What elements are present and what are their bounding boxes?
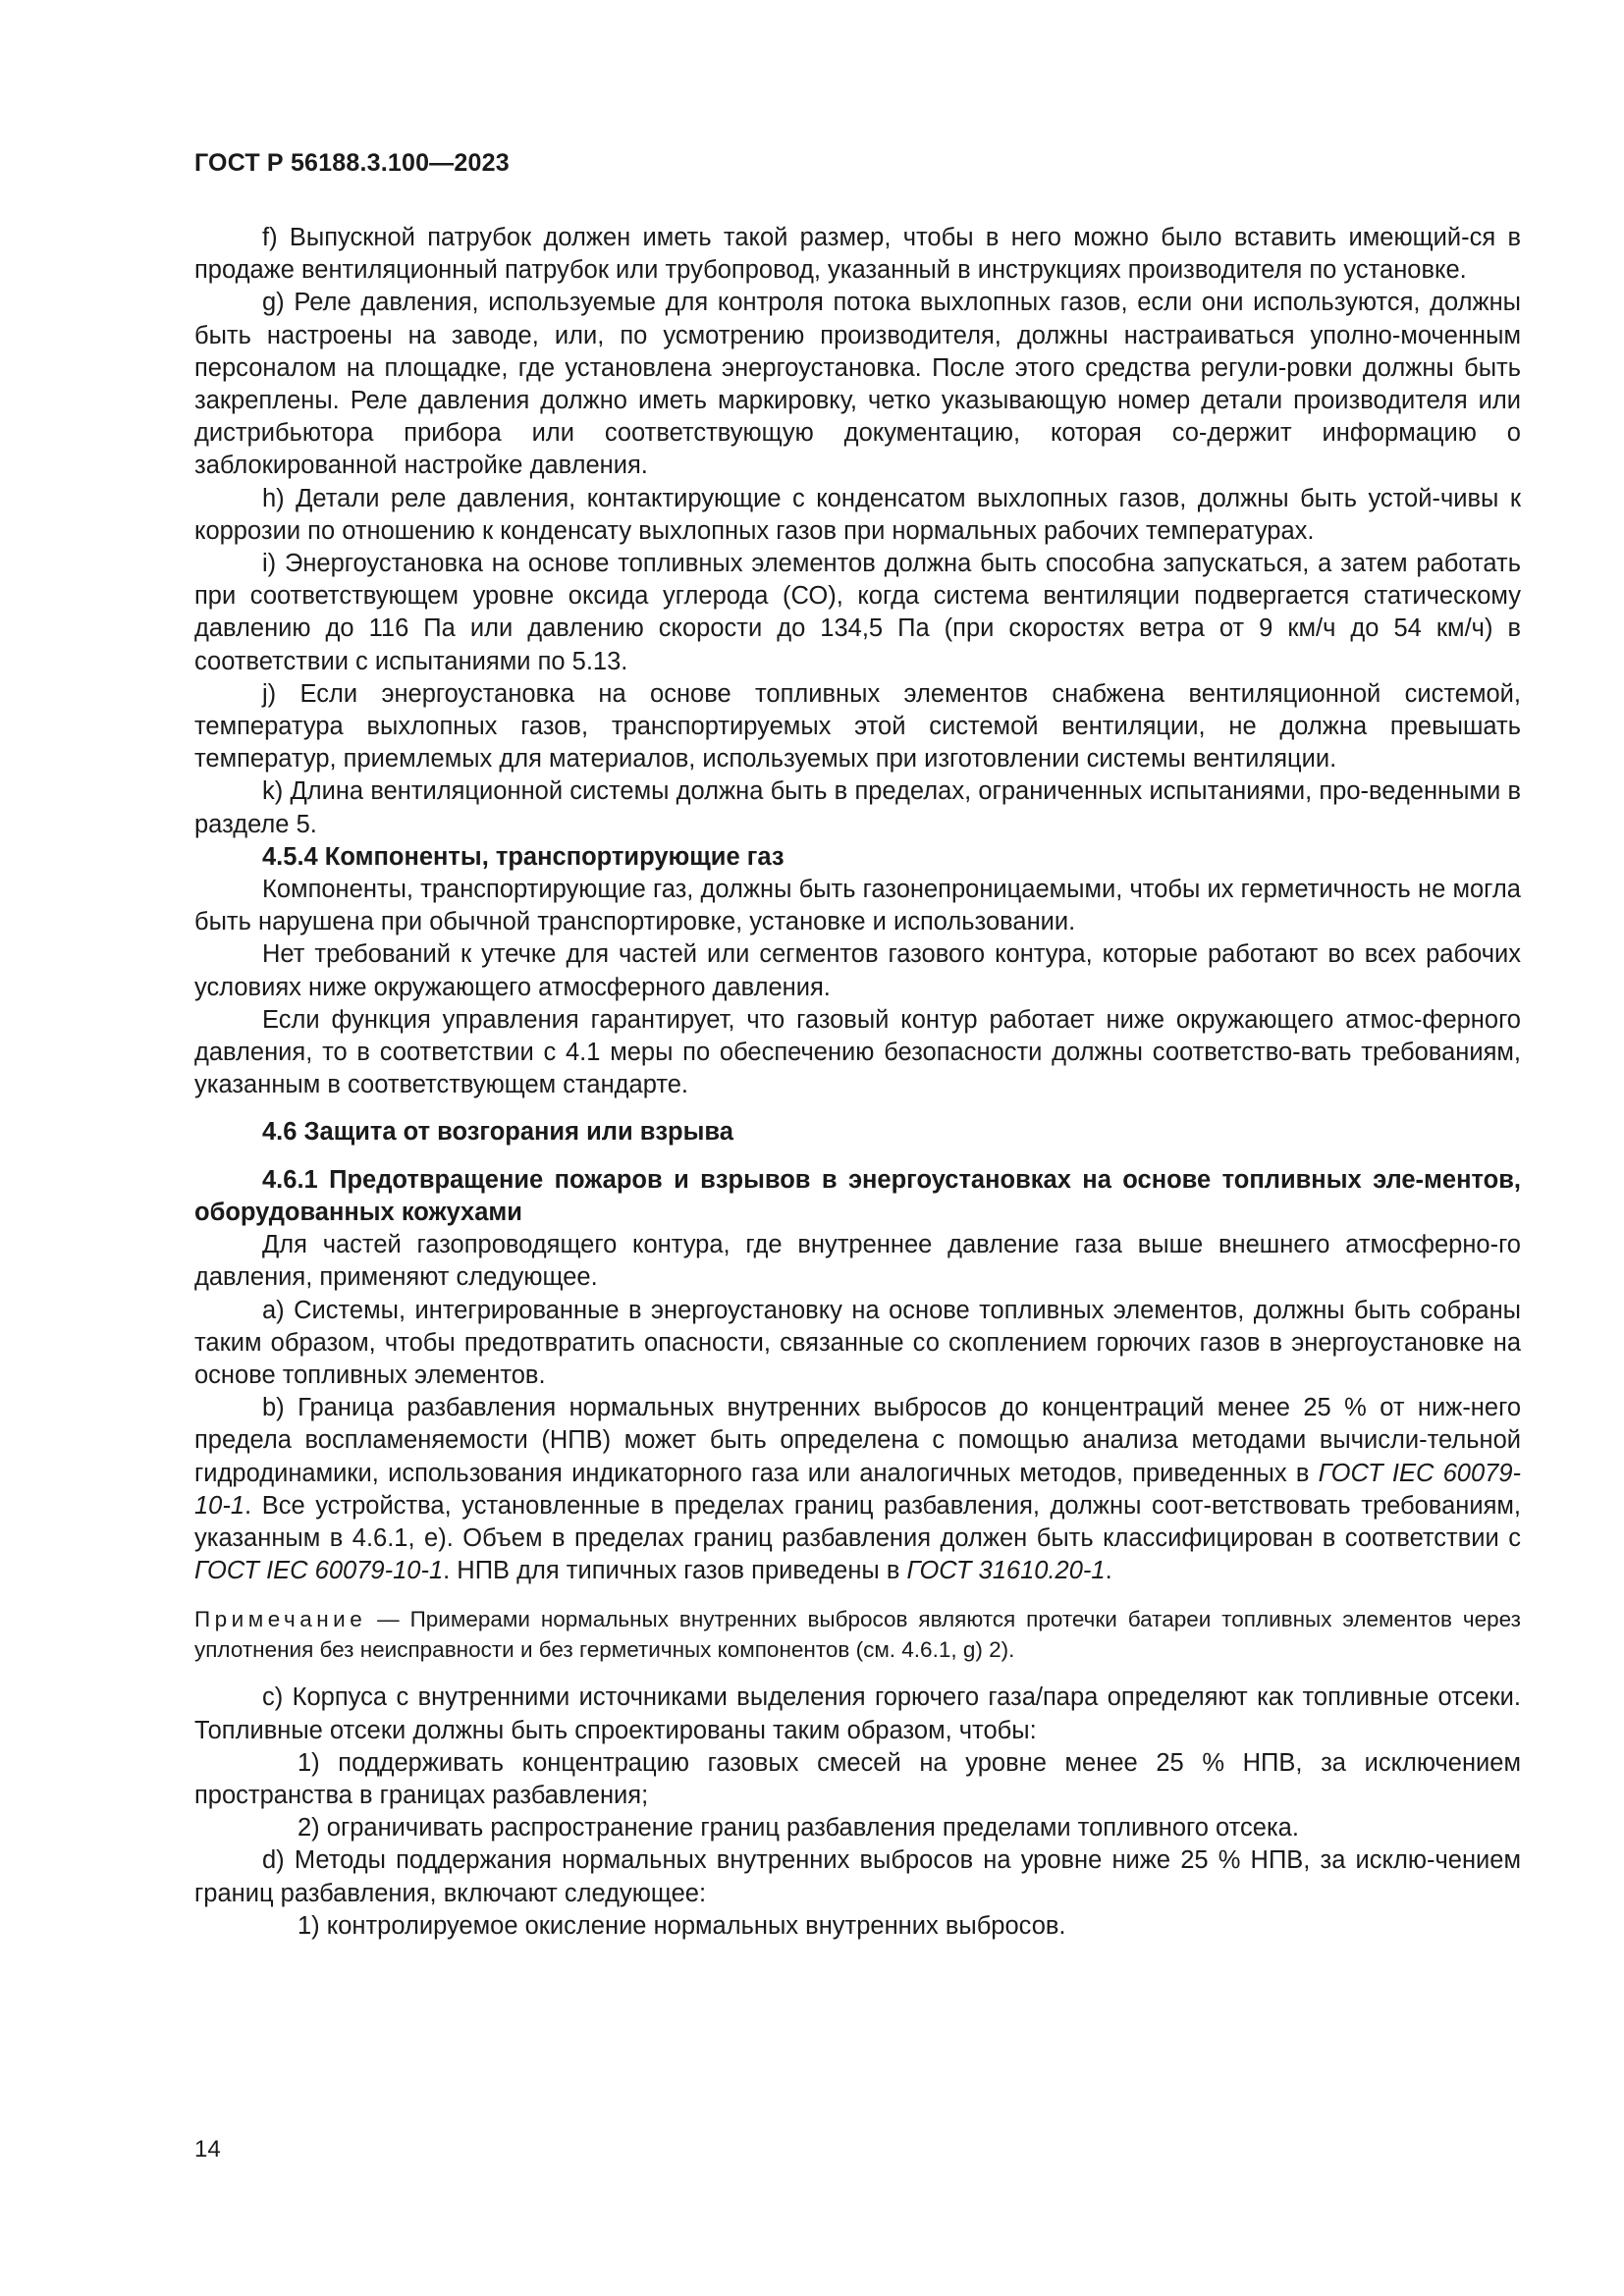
document-body <box>194 222 1521 1943</box>
list-item-d-1: 1) контролируемое окисление нормальных внутренних выбросов. <box>298 1911 1066 1940</box>
list-item-c-2: 2) ограничивать распространение границ разбавления пределами топливного отсека. <box>298 1814 1299 1842</box>
standard-reference: ГОСТ 31610.20-1 <box>906 1557 1106 1585</box>
paragraph-b <box>194 1392 1521 1587</box>
paragraph-b-text-2: . Все устройства, установленные в пределах границ разбавления, должны соот-ветствовать требованиям, указанным в 4.6.1, е). Объем в пределах границ разбавления должен быть классифицирован в соответствии с <box>194 1491 1521 1552</box>
paragraph-h: h) Детали реле давления, контактирующие с конденсатом выхлопных газов, должны быть устой-чивы к коррозии по отношению к конденсату выхлопных газов при нормальных рабочих температурах. <box>194 484 1521 545</box>
paragraph-i: i) Энергоустановка на основе топливных элементов должна быть способна запускаться, а затем работать при соответствующем уровне оксида углерода (СО), когда система вентиляции подвергается статическому давлению до 116 Па или давлению скорости до 134,5 Па (при скоростях ветра от 9 км/ч до 54 км/ч) в соответствии с испытаниями по 5.13. <box>194 550 1521 675</box>
paragraph-j: j) Если энергоустановка на основе топливных элементов снабжена вентиляционной системой, температура выхлопных газов, транспортируемых этой системой вентиляции, не должна превышать температур, приемлемых для материалов, используемых при изготовлении системы вентиляции. <box>194 679 1521 774</box>
list-item-c-1: 1) поддерживать концентрацию газовых смесей на уровне менее 25 % НПВ, за исключением пространства в границах разбавления; <box>194 1748 1521 1809</box>
paragraph-gas-circuit: Для частей газопроводящего контура, где внутреннее давление газа выше внешнего атмосферно-го давления, применяют следующее. <box>194 1231 1521 1292</box>
paragraph-b-text-4: . <box>1105 1557 1112 1585</box>
note <box>194 1604 1521 1665</box>
heading-4-5-4: 4.5.4 Компоненты, транспортирующие газ <box>262 842 785 871</box>
paragraph-g: g) Реле давления, используемые для контроля потока выхлопных газов, если они используются, должны быть настроены на заводе, или, по усмотрению производителя, должны настраиваться уполно-моченным персоналом на площадке, где установлена энергоустановка. После этого средства регули-ровки должны быть закреплены. Реле давления должно иметь маркировку, четко указывающую номер детали производителя или дистрибьютора прибора или соответствующую документацию, которая со-держит информацию о заблокированной настройке давления. <box>194 289 1521 480</box>
note-label: Примечание <box>194 1607 367 1632</box>
paragraph-f: f) Выпускной патрубок должен иметь такой размер, чтобы в него можно было вставить имеющий-ся в продаже вентиляционный патрубок или трубопровод, указанный в инструкциях производителя по установке. <box>194 224 1521 285</box>
paragraph-control-function: Если функция управления гарантирует, что газовый контур работает ниже окружающего атмос-ферного давления, то в соответствии с 4.1 меры по обеспечению безопасности должны соответство-вать требованиям, указанным в соответствующем стандарте. <box>194 1005 1521 1099</box>
paragraph-gas-components: Компоненты, транспортирующие газ, должны быть газонепроницаемыми, чтобы их герметичность не могла быть нарушена при обычной транспортировке, установке и использовании. <box>194 876 1521 936</box>
paragraph-b-text-3: . НПВ для типичных газов приведены в <box>443 1557 907 1585</box>
paragraph-leak-requirements: Нет требований к утечке для частей или сегментов газового контура, которые работают во всех рабочих условиях ниже окружающего атмосферного давления. <box>194 940 1521 1001</box>
note-text: — Примерами нормальных внутренних выбросов являются протечки батареи топливных элементов через уплотнения без неисправности и без герметичных компонентов (см. 4.6.1, g) 2). <box>194 1607 1521 1663</box>
paragraph-k: k) Длина вентиляционной системы должна быть в пределах, ограниченных испытаниями, про-веденными в разделе 5. <box>194 777 1521 838</box>
page-number: 14 <box>194 2136 221 2163</box>
document-header: ГОСТ Р 56188.3.100—2023 <box>194 149 510 177</box>
heading-4-6-1: 4.6.1 Предотвращение пожаров и взрывов в энергоустановках на основе топливных эле-ментов, оборудованных кожухами <box>194 1165 1521 1226</box>
paragraph-b-text-1: b) Граница разбавления нормальных внутренних выбросов до концентраций менее 25 % от ниж-него предела воспламеняемости (НПВ) может быть определена с помощью анализа методами вычисли-тельной гидродинамики, использования индикаторного газа или аналогичных методов, приведенных в <box>194 1394 1521 1487</box>
standard-reference: ГОСТ IEC 60079-10-1 <box>194 1459 1521 1520</box>
paragraph-d: d) Методы поддержания нормальных внутренних выбросов на уровне ниже 25 % НПВ, за исклю-чением границ разбавления, включают следующее: <box>194 1846 1521 1907</box>
paragraph-a: a) Системы, интегрированные в энергоустановку на основе топливных элементов, должны быть собраны таким образом, чтобы предотвратить опасности, связанные со скоплением горючих газов в энергоустановке на основе топливных элементов. <box>194 1296 1521 1389</box>
paragraph-c: c) Корпуса с внутренними источниками выделения горючего газа/пара определяют как топливные отсеки. Топливные отсеки должны быть спроектированы таким образом, чтобы: <box>194 1683 1521 1744</box>
standard-reference: ГОСТ IEC 60079-10-1 <box>194 1557 444 1585</box>
heading-4-6: 4.6 Защита от возгорания или взрыва <box>262 1118 733 1147</box>
